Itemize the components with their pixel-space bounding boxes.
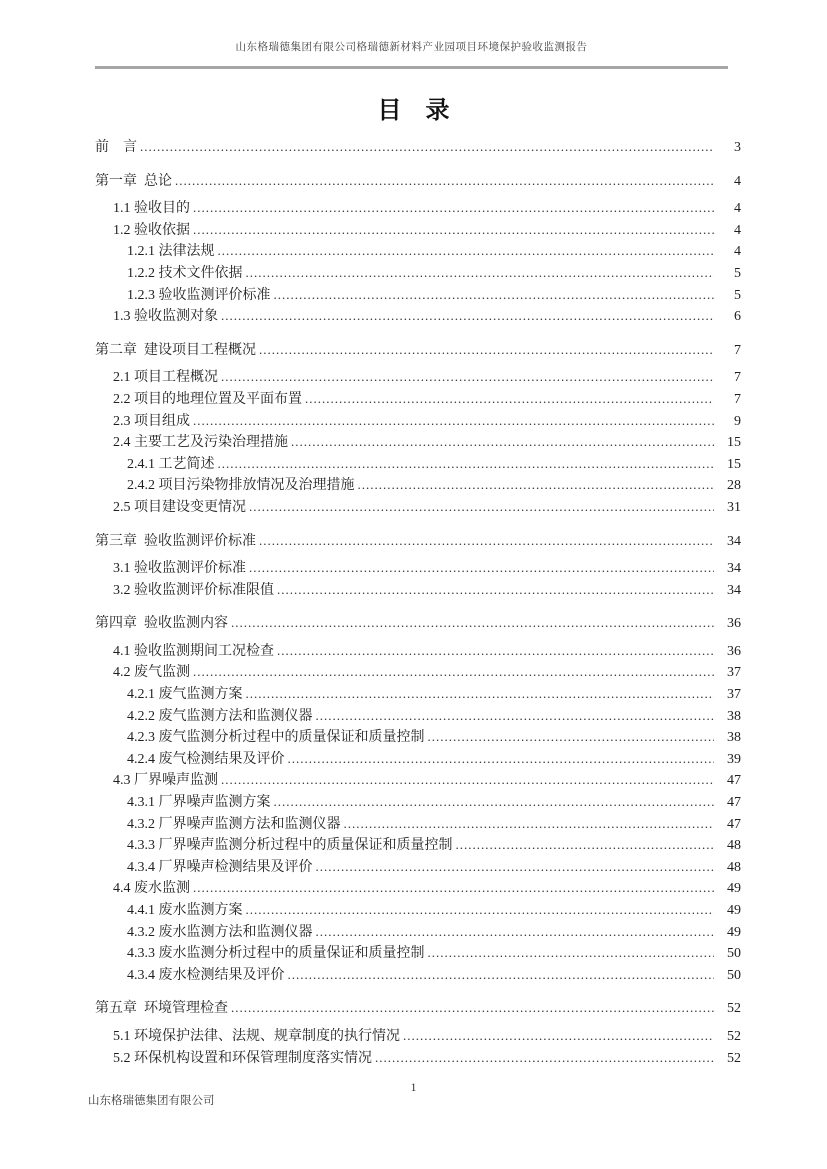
toc-entry-label: 4.4 废水监测 <box>113 881 190 897</box>
toc-entry-page: 34 <box>727 582 741 598</box>
toc-entry-page: 37 <box>727 665 741 681</box>
toc-entry[interactable] <box>95 726 741 748</box>
toc-entry[interactable] <box>95 474 741 496</box>
toc-leader-dots <box>305 388 714 410</box>
toc-entry-page: 38 <box>727 708 741 724</box>
toc-entry-label: 2.4.2 项目污染物排放情况及治理措施 <box>127 478 355 494</box>
toc-entry[interactable] <box>95 339 741 361</box>
toc-entry-page: 7 <box>734 391 741 407</box>
toc-entry-page: 38 <box>727 730 741 746</box>
toc-entry-label: 3.1 验收监测评价标准 <box>113 561 246 577</box>
toc-entry[interactable] <box>95 964 741 986</box>
toc-entry[interactable] <box>95 748 741 770</box>
toc-entry-page: 52 <box>727 1028 741 1044</box>
toc-entry-page: 37 <box>727 687 741 703</box>
toc-leader-dots <box>193 877 714 899</box>
toc-entry-page: 48 <box>727 859 741 875</box>
toc-entry-label: 1.2 验收依据 <box>113 222 190 238</box>
toc-entry-page: 15 <box>727 435 741 451</box>
toc-entry-label: 2.1 项目工程概况 <box>113 370 218 386</box>
toc-entry[interactable] <box>95 856 741 878</box>
toc-entry-label: 4.2.3 废气监测分析过程中的质量保证和质量控制 <box>127 730 425 746</box>
toc-entry-page: 15 <box>727 456 741 472</box>
toc-entry-label: 1.2.1 法律法规 <box>127 244 215 260</box>
toc-entry-label: 第五章 环境管理检查 <box>95 1001 228 1017</box>
toc-entry-page: 49 <box>727 924 741 940</box>
toc-entry-label: 2.4.1 工艺简述 <box>127 456 215 472</box>
toc-entry-label: 5.2 环保机构设置和环保管理制度落实情况 <box>113 1050 372 1066</box>
toc-entry-page: 4 <box>734 201 741 217</box>
toc-leader-dots <box>274 791 715 813</box>
toc-entry-page: 36 <box>727 616 741 632</box>
toc-leader-dots <box>218 453 715 475</box>
toc-entry-label: 2.2 项目的地理位置及平面布置 <box>113 391 302 407</box>
toc-entry[interactable] <box>95 557 741 579</box>
toc-entry-label: 第一章 总论 <box>95 173 172 189</box>
toc-entry[interactable] <box>95 305 741 327</box>
toc-entry-label: 5.1 环境保护法律、法规、规章制度的执行情况 <box>113 1028 400 1044</box>
toc-leader-dots <box>231 997 714 1019</box>
toc-entry-label: 第三章 验收监测评价标准 <box>95 533 256 549</box>
toc-entry[interactable] <box>95 431 741 453</box>
toc-entry[interactable] <box>95 705 741 727</box>
toc-leader-dots <box>344 813 715 835</box>
toc-entry-label: 4.3.4 厂界噪声检测结果及评价 <box>127 859 313 875</box>
toc-entry[interactable] <box>95 813 741 835</box>
toc-entry-label: 4.3.2 厂界噪声监测方法和监测仪器 <box>127 816 341 832</box>
toc-entry-page: 47 <box>727 816 741 832</box>
toc-entry-page: 48 <box>727 838 741 854</box>
toc-entry-page: 52 <box>727 1001 741 1017</box>
toc-leader-dots <box>140 136 714 158</box>
toc-leader-dots <box>193 219 714 241</box>
toc-leader-dots <box>221 305 714 327</box>
header-report-title: 山东格瑞德集团有限公司格瑞德新材料产业园项目环境保护验收监测报告 <box>235 42 588 53</box>
toc-leader-dots <box>274 284 715 306</box>
toc-entry[interactable] <box>95 197 741 219</box>
toc-entry[interactable] <box>95 612 741 634</box>
toc-entry-label: 2.5 项目建设变更情况 <box>113 499 246 515</box>
toc-entry[interactable] <box>95 877 741 899</box>
toc-leader-dots <box>193 410 714 432</box>
toc-entry-page: 50 <box>727 967 741 983</box>
toc-leader-dots <box>403 1025 714 1047</box>
toc-entry[interactable] <box>95 942 741 964</box>
toc-entry-page: 7 <box>734 370 741 386</box>
toc-leader-dots <box>288 748 715 770</box>
toc-entry-label: 4.4.1 废水监测方案 <box>127 903 243 918</box>
toc-leader-dots <box>193 197 714 219</box>
toc-entry-label: 3.2 验收监测评价标准限值 <box>113 582 274 598</box>
toc-entry-label: 4.3 厂界噪声监测 <box>113 773 218 789</box>
toc-entry[interactable] <box>95 834 741 856</box>
toc-entry[interactable] <box>95 661 741 683</box>
toc-entry-label: 4.3.3 厂界噪声监测分析过程中的质量保证和质量控制 <box>127 838 453 854</box>
toc-leader-dots <box>218 240 715 262</box>
toc-leader-dots <box>249 557 714 579</box>
toc-entry-page: 50 <box>727 946 741 962</box>
toc-entry-page: 28 <box>727 478 741 494</box>
footer-company: 山东格瑞德集团有限公司 <box>88 1095 215 1107</box>
toc-leader-dots <box>358 474 715 496</box>
toc-entry[interactable] <box>95 921 741 943</box>
toc-leader-dots <box>291 431 714 453</box>
toc-entry-page: 47 <box>727 773 741 789</box>
toc-leader-dots <box>259 530 714 552</box>
toc-entry-page: 34 <box>727 533 741 549</box>
toc-leader-dots <box>249 496 714 518</box>
toc-entry-label: 1.1 验收目的 <box>113 201 190 217</box>
toc-entry-label: 1.2.2 技术文件依据 <box>127 265 243 281</box>
toc-leader-dots <box>428 726 715 748</box>
toc-entry[interactable] <box>95 366 741 388</box>
toc-entry[interactable] <box>95 640 741 662</box>
toc-entry[interactable] <box>95 219 741 241</box>
toc <box>95 124 741 1068</box>
toc-entry-label: 1.3 验收监测对象 <box>113 309 218 325</box>
toc-entry-page: 39 <box>727 751 741 767</box>
toc-entry-label: 4.2.1 废气监测方案 <box>127 687 243 703</box>
toc-entry[interactable] <box>95 284 741 306</box>
toc-entry-label: 第二章 建设项目工程概况 <box>95 342 256 358</box>
toc-entry[interactable] <box>95 170 741 192</box>
toc-entry[interactable] <box>95 683 741 705</box>
toc-entry-page: 5 <box>734 265 741 281</box>
toc-entry[interactable] <box>95 1047 741 1069</box>
toc-entry[interactable] <box>95 530 741 552</box>
toc-leader-dots <box>221 769 714 791</box>
toc-leader-dots <box>259 339 714 361</box>
toc-entry-label: 4.3.3 废水监测分析过程中的质量保证和质量控制 <box>127 946 425 962</box>
toc-entry-label: 4.3.1 厂界噪声监测方案 <box>127 795 271 811</box>
page-header <box>95 42 728 69</box>
toc-entry[interactable] <box>95 1025 741 1047</box>
toc-entry-page: 47 <box>727 795 741 811</box>
toc-entry-label: 第四章 验收监测内容 <box>95 616 228 632</box>
toc-leader-dots <box>375 1047 714 1069</box>
toc-entry-page: 4 <box>734 244 741 260</box>
toc-entry-page: 31 <box>727 499 741 515</box>
toc-entry[interactable] <box>95 240 741 262</box>
toc-entry-page: 49 <box>727 881 741 897</box>
toc-entry-label: 2.4 主要工艺及污染治理措施 <box>113 435 288 451</box>
toc-entry-page: 52 <box>727 1050 741 1066</box>
toc-entry-page: 9 <box>734 413 741 429</box>
header-rule <box>95 66 728 69</box>
toc-leader-dots <box>316 921 715 943</box>
toc-entry[interactable] <box>95 410 741 432</box>
toc-leader-dots <box>231 612 714 634</box>
toc-entry[interactable] <box>95 899 741 921</box>
toc-entry[interactable] <box>95 791 741 813</box>
toc-entry-label: 4.1 验收监测期间工况检查 <box>113 643 274 659</box>
toc-leader-dots <box>316 705 715 727</box>
toc-entry-page: 4 <box>734 173 741 189</box>
toc-entry[interactable] <box>95 496 741 518</box>
toc-entry-label: 4.2.2 废气监测方法和监测仪器 <box>127 708 313 724</box>
toc-entry[interactable] <box>95 579 741 601</box>
toc-entry-page: 49 <box>727 903 741 918</box>
toc-entry[interactable] <box>95 262 741 284</box>
toc-entry[interactable] <box>95 769 741 791</box>
toc-leader-dots <box>277 640 714 662</box>
toc-entry-page: 7 <box>734 342 741 358</box>
toc-leader-dots <box>456 834 715 856</box>
toc-leader-dots <box>221 366 714 388</box>
toc-entry-page: 5 <box>734 287 741 303</box>
toc-leader-dots <box>277 579 714 601</box>
toc-entry[interactable] <box>95 388 741 410</box>
toc-entry-page: 3 <box>734 140 741 155</box>
toc-entry-label: 4.3.2 废水监测方法和监测仪器 <box>127 924 313 940</box>
toc-entry-page: 4 <box>734 222 741 238</box>
toc-entry-label: 1.2.3 验收监测评价标准 <box>127 287 271 303</box>
toc-leader-dots <box>288 964 715 986</box>
toc-leader-dots <box>246 899 715 921</box>
toc-title: 目 录 <box>377 98 450 124</box>
toc-entry-label: 4.2.4 废气检测结果及评价 <box>127 751 285 767</box>
toc-entry-page: 6 <box>734 309 741 325</box>
toc-entry-label: 2.3 项目组成 <box>113 413 190 429</box>
footer-page-number: 1 <box>410 1080 417 1094</box>
toc-entry-label: 前 言 <box>95 140 137 155</box>
toc-leader-dots <box>246 683 715 705</box>
toc-leader-dots <box>316 856 715 878</box>
toc-leader-dots <box>175 170 714 192</box>
toc-entry-label: 4.3.4 废水检测结果及评价 <box>127 967 285 983</box>
toc-entry[interactable] <box>95 453 741 475</box>
toc-entry-page: 36 <box>727 643 741 659</box>
toc-leader-dots <box>428 942 715 964</box>
toc-leader-dots <box>193 661 714 683</box>
toc-leader-dots <box>246 262 715 284</box>
toc-entry-page: 34 <box>727 561 741 577</box>
toc-entry-label: 4.2 废气监测 <box>113 665 190 681</box>
toc-entry[interactable] <box>95 997 741 1019</box>
toc-entry[interactable] <box>95 136 741 158</box>
